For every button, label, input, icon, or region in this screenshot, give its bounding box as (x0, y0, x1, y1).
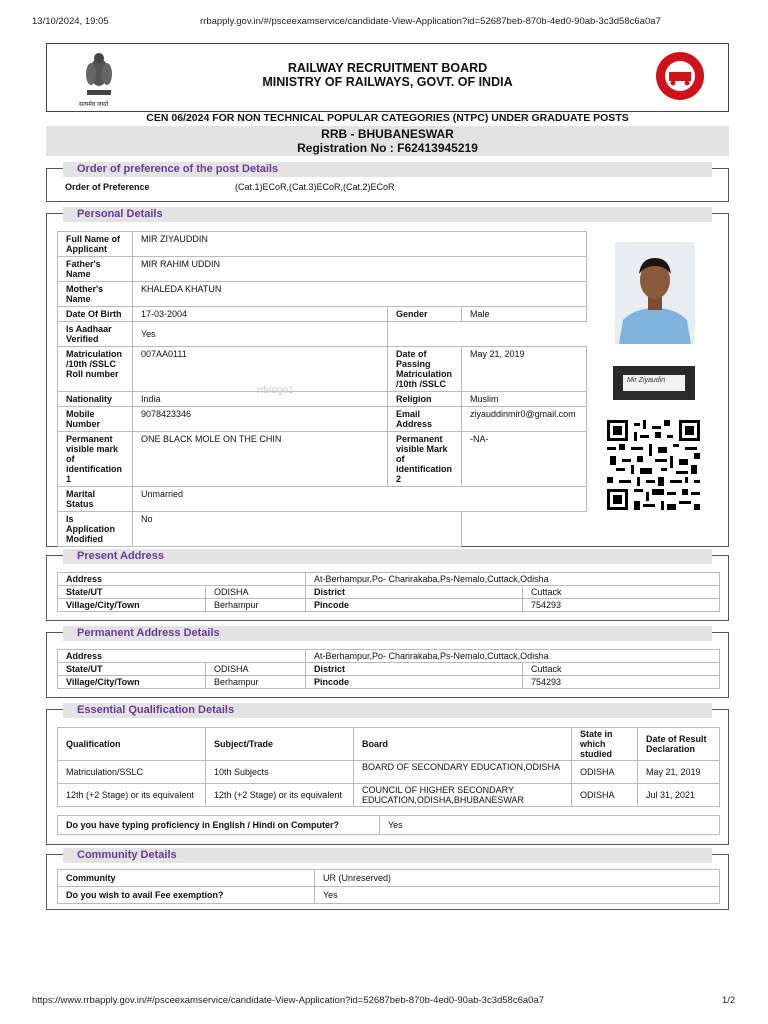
present-address-table (57, 572, 720, 612)
passing-value: May 21, 2019 (462, 347, 587, 392)
table-row (58, 432, 587, 487)
table-row (58, 676, 720, 689)
mother-value: KHALEDA KHATUN (133, 282, 587, 307)
cell: Jul 31, 2021 (638, 784, 720, 807)
table-row (58, 307, 587, 322)
email-value: ziyauddinmir0@gmail.com (462, 407, 587, 432)
gender-label: Gender (388, 307, 462, 322)
print-url: rrbapply.gov.in/#/psceexamservice/candidate-View-Application?id=52687beb-870b-4ed0-90ab-3c3d58c6a0a7 (200, 16, 661, 27)
typing-value: Yes (380, 816, 720, 835)
mark1-label: Permanent visible mark of identification 1 (58, 432, 133, 487)
passing-label: Date of Passing Matriculation /10th /SSLC (388, 347, 462, 392)
table-row (58, 650, 720, 663)
table-row (58, 392, 587, 407)
father-value: MIR RAHIM UDDIN (133, 257, 587, 282)
district-label: District (306, 663, 523, 676)
qualification-section (46, 704, 729, 845)
table-row (58, 487, 587, 512)
ministry-title: MINISTRY OF RAILWAYS, GOVT. OF INDIA (262, 75, 513, 89)
applicant-photo (615, 242, 695, 344)
marital-label: Marital Status (58, 487, 133, 512)
fee-label: Do you wish to avail Fee exemption? (58, 887, 315, 904)
community-table (57, 869, 720, 904)
order-value: (Cat.1)ECoR,(Cat.3)ECoR,(Cat.2)ECoR (235, 182, 395, 192)
header-qualification: Qualification (58, 728, 206, 761)
table-row (58, 870, 720, 887)
registration-number: Registration No : F62413945219 (297, 141, 478, 155)
cell: 12th (+2 Stage) or its equivalent (206, 784, 354, 807)
header-date: Date of Result Declaration (638, 728, 720, 761)
state-value: ODISHA (206, 586, 306, 599)
qualification-table (57, 727, 720, 807)
marital-value: Unmarried (133, 487, 587, 512)
aadhaar-label: Is Aadhaar Verified (58, 322, 133, 347)
table-row (58, 663, 720, 676)
gender-value: Male (462, 307, 587, 322)
rrb-name: RRB - BHUBANESWAR (321, 127, 454, 141)
order-label: Order of Preference (65, 182, 150, 192)
header-subject: Subject/Trade (206, 728, 354, 761)
community-value: UR (Unreserved) (315, 870, 720, 887)
personal-section-header: Personal Details (63, 207, 712, 222)
typing-label: Do you have typing proficiency in English / Hindi on Computer? (58, 816, 380, 835)
table-row (58, 282, 587, 307)
aadhaar-value: Yes (133, 322, 388, 347)
cell: Matriculation/SSLC (58, 761, 206, 784)
table-row (58, 232, 587, 257)
village-label: Village/City/Town (58, 599, 206, 612)
permanent-address-header: Permanent Address Details (63, 626, 712, 641)
dob-value: 17-03-2004 (133, 307, 388, 322)
mark2-label: Permanent visible Mark of identification 2 (388, 432, 462, 487)
community-header: Community Details (63, 848, 712, 863)
table-row (58, 784, 720, 807)
table-row (58, 407, 587, 432)
qualification-header: Essential Qualification Details (63, 703, 712, 718)
personal-section (46, 208, 729, 547)
address-value: At-Berhampur,Po- Charirakaba,Ps-Nemalo,Cuttack,Odisha (306, 573, 720, 586)
district-label: District (306, 586, 523, 599)
cell: COUNCIL OF HIGHER SECONDARY EDUCATION,ODISHA,BHUBANESWAR (354, 784, 572, 807)
cell: ODISHA (572, 784, 638, 807)
present-address-section (46, 550, 729, 621)
cen-title: CEN 06/2024 FOR NON TECHNICAL POPULAR CATEGORIES (NTPC) UNDER GRADUATE POSTS (146, 112, 629, 124)
religion-label: Religion (388, 392, 462, 407)
table-row (58, 816, 720, 835)
village-value: Berhampur (206, 676, 306, 689)
indian-railways-logo-icon (655, 51, 705, 101)
table-row (58, 347, 587, 392)
pincode-label: Pincode (306, 599, 523, 612)
full-name-label: Full Name of Applicant (58, 232, 133, 257)
pincode-value: 754293 (523, 599, 720, 612)
header-state: State in which studied (572, 728, 638, 761)
signature-image (613, 366, 695, 400)
nationality-value: India (133, 392, 388, 407)
pincode-label: Pincode (306, 676, 523, 689)
table-row (58, 257, 587, 282)
state-label: State/UT (58, 586, 206, 599)
pincode-value: 754293 (523, 676, 720, 689)
village-value: Berhampur (206, 599, 306, 612)
permanent-address-table (57, 649, 720, 689)
community-section (46, 849, 729, 910)
person-photo-icon (615, 242, 695, 344)
table-row (58, 573, 720, 586)
table-row (58, 599, 720, 612)
cell: ODISHA (572, 761, 638, 784)
header-board: Board (354, 728, 572, 761)
cell: BOARD OF SECONDARY EDUCATION,ODISHA (354, 761, 572, 784)
qr-code-icon (607, 420, 700, 510)
mobile-label: Mobile Number (58, 407, 133, 432)
mobile-value: 9078423346 (133, 407, 388, 432)
footer-url: https://www.rrbapply.gov.in/#/psceexamservice/candidate-View-Application?id=52687beb-870b-4ed0-90ab-3c3d58c6a0a7 (32, 995, 545, 1006)
personal-table (57, 231, 587, 547)
table-row (58, 728, 720, 761)
modified-value: No (133, 512, 462, 547)
cell: 10th Subjects (206, 761, 354, 784)
mark2-value: -NA- (462, 432, 587, 487)
mark1-value: ONE BLACK MOLE ON THE CHIN (133, 432, 388, 487)
religion-value: Muslim (462, 392, 587, 407)
present-address-header: Present Address (63, 549, 712, 564)
fee-value: Yes (315, 887, 720, 904)
page-number: 1/2 (722, 995, 736, 1006)
address-value: At-Berhampur,Po- Charirakaba,Ps-Nemalo,Cuttack,Odisha (306, 650, 720, 663)
modified-label: Is Application Modified (58, 512, 133, 547)
full-name-value: MIR ZIYAUDDIN (133, 232, 587, 257)
mother-label: Mother's Name (58, 282, 133, 307)
district-value: Cuttack (523, 586, 720, 599)
state-label: State/UT (58, 663, 206, 676)
district-value: Cuttack (523, 663, 720, 676)
header-box (46, 43, 729, 112)
address-label: Address (58, 573, 306, 586)
table-row (58, 586, 720, 599)
signature-text: Mir Ziyaudin (627, 377, 666, 384)
table-row (58, 322, 587, 347)
order-section-header: Order of preference of the post Details (63, 162, 712, 177)
watermark: rrblogo1 (257, 385, 294, 396)
cell: 12th (+2 Stage) or its equivalent (58, 784, 206, 807)
print-datetime: 13/10/2024, 19:05 (32, 16, 109, 27)
emblem-caption: सत्यमेव जयते (79, 102, 109, 108)
nationality-label: Nationality (58, 392, 133, 407)
community-label: Community (58, 870, 315, 887)
address-label: Address (58, 650, 306, 663)
dob-label: Date Of Birth (58, 307, 133, 322)
table-row (58, 887, 720, 904)
email-label: Email Address (388, 407, 462, 432)
roll-value: 007AA0111 (133, 347, 388, 392)
typing-table (57, 815, 720, 835)
order-section (46, 163, 729, 202)
table-row (58, 512, 587, 547)
village-label: Village/City/Town (58, 676, 206, 689)
cell: May 21, 2019 (638, 761, 720, 784)
permanent-address-section (46, 627, 729, 698)
state-value: ODISHA (206, 663, 306, 676)
board-title: RAILWAY RECRUITMENT BOARD (287, 61, 488, 75)
table-row (58, 761, 720, 784)
roll-label: Matriculation /10th /SSLC Roll number (58, 347, 133, 392)
father-label: Father's Name (58, 257, 133, 282)
